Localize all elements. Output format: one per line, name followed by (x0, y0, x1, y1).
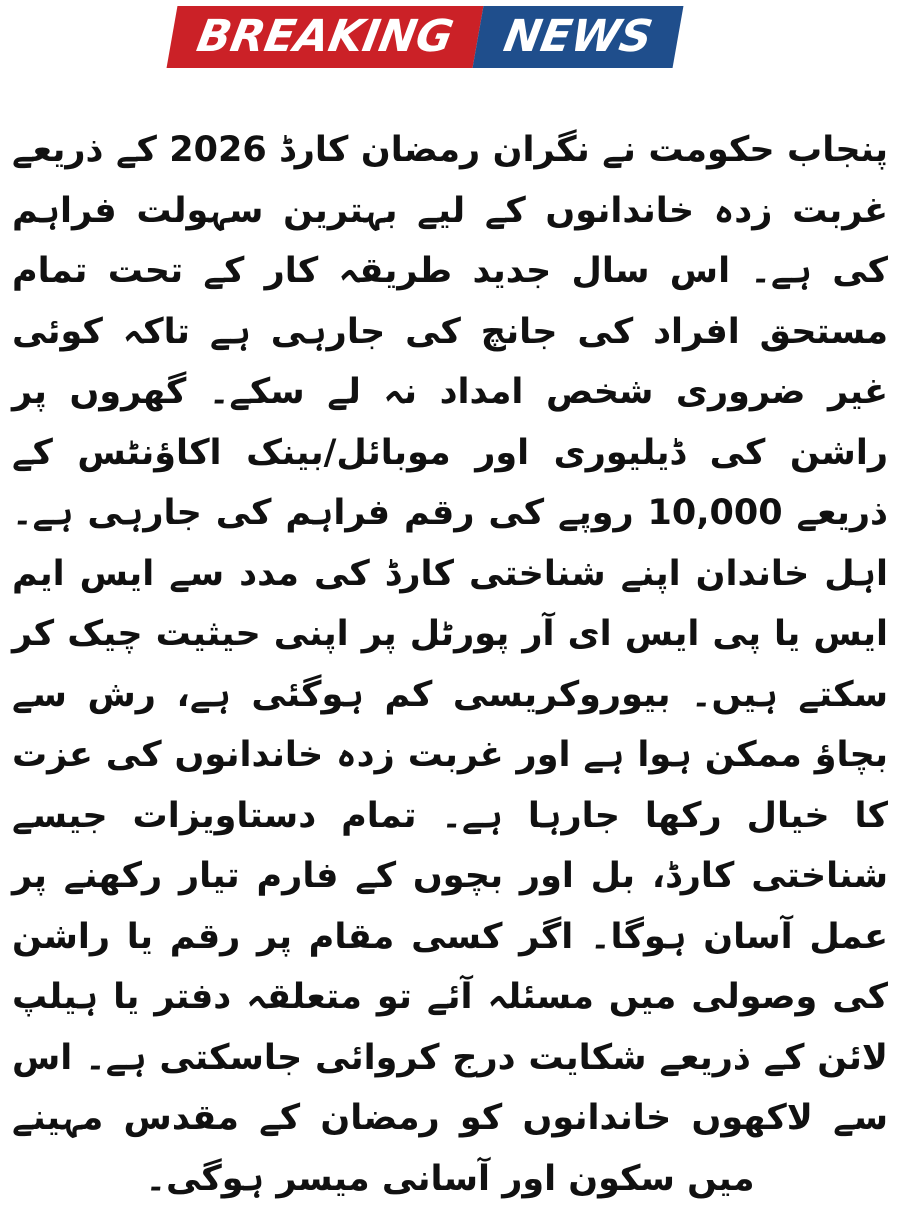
news-label: NEWS (473, 6, 684, 68)
article-body: پنجاب حکومت نے نگران رمضان کارڈ 2026 کے ذریعے غربت زدہ خاندانوں کے لیے بہترین سہولت فراہم کی ہے۔ اس سال جدید طریقہ کار کے تحت تمام مستحق افراد کی جانچ کی جارہی ہے تاکہ کوئی غیر ضروری شخص امداد نہ لے سکے۔ گھروں پر راشن کی ڈیلیوری اور موبائل/بینک اکاؤنٹس کے ذریعے 10,000 روپے کی رقم فراہم کی جارہی ہے۔ اہل خاندان اپنے شناختی کارڈ کی مدد سے ایس ایم ایس یا پی ایس ای آر پورٹل پر اپنی حیثیت چیک کر سکتے ہیں۔ بیوروکریسی کم ہوگئی ہے، رش سے بچاؤ ممکن ہوا ہے اور غربت زدہ خاندانوں کی عزت کا خیال رکھا جارہا ہے۔ تمام دستاویزات جیسے شناختی کارڈ، بل اور بچوں کے فارم تیار رکھنے پر عمل آسان ہوگا۔ اگر کسی مقام پر رقم یا راشن کی وصولی میں مسئلہ آئے تو متعلقہ دفتر یا ہیلپ لائن کے ذریعے شکایت درج کروائی جاسکتی ہے۔ اس سے لاکھوں خاندانوں کو رمضان کے مقدس مہینے میں سکون اور آسانی میسر ہوگی۔ (12, 130, 888, 1199)
breaking-label: BREAKING (167, 6, 484, 68)
breaking-news-banner (167, 6, 684, 68)
